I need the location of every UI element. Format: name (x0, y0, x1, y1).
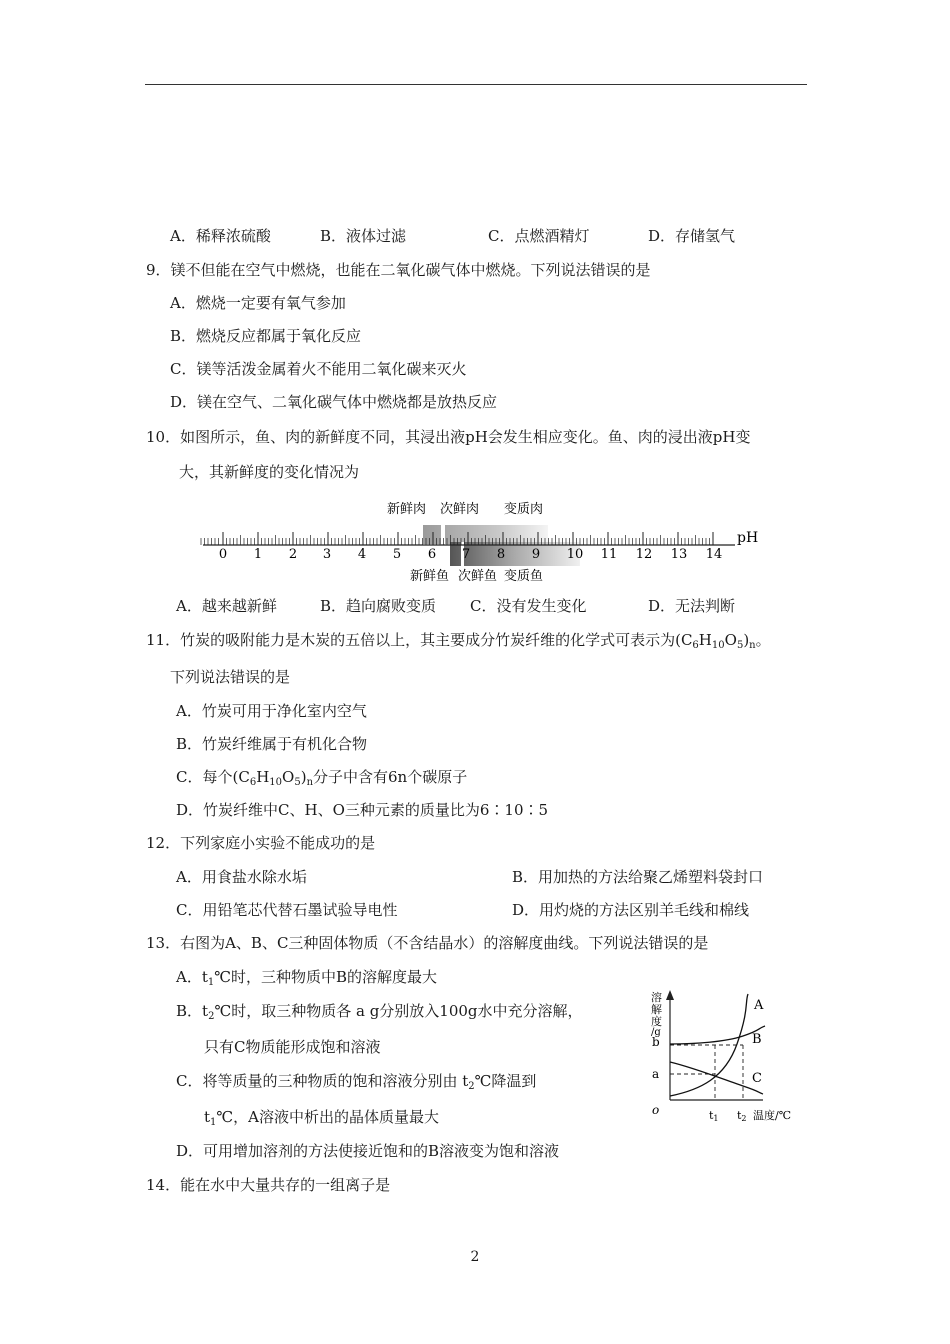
label-less-fresh-meat: 次鲜肉 (440, 502, 480, 517)
curve-b (670, 1026, 765, 1044)
ph-tick-label: 7 (461, 547, 471, 562)
header-rule (145, 84, 807, 85)
label-spoiled-meat: 变质肉 (504, 502, 544, 517)
solubility-curve-graph (645, 982, 805, 1132)
q9-option-b: B．燃烧反应都属于氧化反应 (170, 327, 362, 345)
t1-label: t1 (709, 1109, 719, 1123)
q10-option-c: C．没有发生变化 (470, 597, 587, 615)
ph-tick-label: 4 (357, 547, 367, 562)
q11-option-c: C．每个$(C_6H_{10}O_5)_n$分子中含有6n个碳原子 (176, 768, 468, 788)
q11-stem-line2: 下列说法错误的是 (170, 668, 291, 686)
q13-option-c-line1: C．将等质量的三种物质的饱和溶液分别由 $t_2℃$降温到 (176, 1072, 537, 1092)
q9-option-a: A．燃烧一定要有氧气参加 (170, 294, 346, 312)
ph-tick-label: 10 (566, 547, 584, 562)
curve-b-label: B (752, 1032, 762, 1047)
q9-stem: 9．镁不但能在空气中燃烧，也能在二氧化碳气体中燃烧。下列说法错误的是 (146, 261, 651, 279)
page-number: 2 (470, 1249, 480, 1265)
q13-option-c-line2: $t_1℃$，A溶液中析出的晶体质量最大 (204, 1108, 440, 1128)
q9-option-d: D．镁在空气、二氧化碳气体中燃烧都是放热反应 (170, 393, 498, 411)
label-less-fresh-fish: 次鲜鱼 (458, 569, 498, 584)
q11-option-b: B．竹炭纤维属于有机化合物 (176, 735, 368, 753)
ph-tick-label: 11 (600, 547, 618, 562)
y-value-a: a (652, 1067, 660, 1081)
q10-option-d: D．无法判断 (648, 597, 736, 615)
meat-range-gap (441, 525, 445, 544)
q14-stem: 14．能在水中大量共存的一组离子是 (146, 1176, 391, 1194)
curve-c (670, 1062, 763, 1094)
q12-option-a: A．用食盐水除水垢 (176, 868, 307, 886)
q11-stem-line1: 11．竹炭的吸附能力是木炭的五倍以上，其主要成分竹炭纤维的化学式可表示为$(C_6H_{10}O_5)_n$。 (146, 631, 771, 651)
q13-option-a: A．$t_1℃$时，三种物质中B的溶解度最大 (176, 968, 438, 988)
label-fresh-meat: 新鲜肉 (387, 502, 427, 517)
q13-option-d: D．可用增加溶剂的方法使接近饱和的B溶液变为饱和溶液 (176, 1142, 560, 1160)
ph-tick-label: 5 (392, 547, 402, 562)
q11-option-a: A．竹炭可用于净化室内空气 (176, 702, 367, 720)
t2-label: t2 (737, 1109, 747, 1123)
ph-tick-label: 1 (253, 547, 263, 562)
q13-stem: 13．右图为A、B、C三种固体物质（不含结晶水）的溶解度曲线。下列说法错误的是 (146, 934, 709, 952)
q8-option-a: A．稀释浓硫酸 (170, 227, 271, 245)
ph-tick-label: 2 (288, 547, 298, 562)
x-axis-label: 温度/℃ (753, 1109, 792, 1122)
ph-tick-label: 8 (496, 547, 506, 562)
q12-stem: 12．下列家庭小实验不能成功的是 (146, 834, 376, 852)
ph-axis-label: pH (737, 530, 759, 546)
y-label-char: 度 (651, 1015, 662, 1028)
y-label-char: 溶 (651, 991, 662, 1004)
q13-option-b-line2: 只有C物质能形成饱和溶液 (204, 1038, 381, 1056)
label-fresh-fish: 新鲜鱼 (410, 569, 450, 584)
origin-label: o (652, 1103, 660, 1117)
curve-a-label: A (754, 998, 764, 1013)
q9-option-c: C．镁等活泼金属着火不能用二氧化碳来灭火 (170, 360, 467, 378)
q10-option-b: B．趋向腐败变质 (320, 597, 437, 615)
ph-scale-figure (195, 495, 765, 587)
q10-stem-line1: 10．如图所示，鱼、肉的新鲜度不同，其浸出液pH会发生相应变化。鱼、肉的浸出液pH变 (146, 428, 751, 446)
q11-option-d: D．竹炭纤维中C、H、O三种元素的质量比为6∶10∶5 (176, 801, 549, 819)
ph-tick-label: 6 (427, 547, 437, 562)
q10-option-a: A．越来越新鲜 (176, 597, 277, 615)
q12-option-c: C．用铅笔芯代替石墨试验导电性 (176, 901, 398, 919)
y-axis-arrow-icon (666, 990, 674, 1000)
curve-c-label: C (752, 1071, 762, 1086)
ph-tick-label: 12 (635, 547, 653, 562)
ph-tick-label: 3 (322, 547, 332, 562)
label-spoiled-fish: 变质鱼 (504, 569, 544, 584)
ph-tick-label: 0 (218, 547, 228, 562)
q12-option-d: D．用灼烧的方法区别羊毛线和棉线 (512, 901, 750, 919)
q13-option-b-line1: B．$t_2℃$时，取三种物质各 a g分别放入100g水中充分溶解， (176, 1002, 583, 1022)
y-label-char: 解 (651, 1003, 662, 1016)
ph-tick-label: 9 (531, 547, 541, 562)
y-value-b: b (652, 1035, 660, 1049)
y-label-unit: /g (651, 1027, 661, 1038)
q8-option-c: C．点燃酒精灯 (488, 227, 590, 245)
q8-option-d: D．存储氢气 (648, 227, 736, 245)
ph-tick-label: 13 (670, 547, 688, 562)
q10-stem-line2: 大，其新鲜度的变化情况为 (179, 463, 360, 481)
q8-option-b: B．液体过滤 (320, 227, 407, 245)
q12-option-b: B．用加热的方法给聚乙烯塑料袋封口 (512, 868, 764, 886)
ph-tick-label: 14 (705, 547, 723, 562)
